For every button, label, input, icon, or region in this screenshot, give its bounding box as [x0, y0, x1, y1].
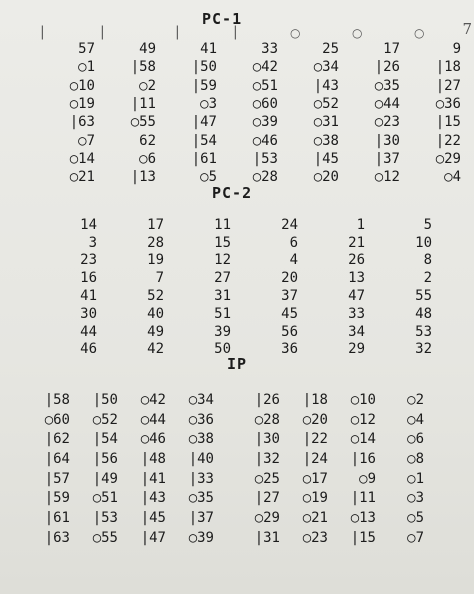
- table-cell: ○46: [252, 132, 278, 149]
- table-cell: 10: [415, 234, 432, 251]
- table-cell: 5: [423, 216, 432, 233]
- table-cell: |61: [44, 509, 70, 526]
- table-row: [22, 528, 424, 548]
- table-cell: ○60: [44, 411, 70, 428]
- table-cell: ○21: [302, 509, 328, 526]
- table-cell: ○4: [407, 411, 424, 428]
- table-cell: ○35: [188, 490, 214, 507]
- table-cell: |18: [435, 59, 461, 76]
- table-cell: |40: [188, 450, 214, 467]
- table-cell: |16: [350, 450, 376, 467]
- table-cell: 21: [348, 234, 365, 251]
- table-cell: |58: [44, 391, 70, 408]
- section-title-pc2: PC-2: [212, 184, 253, 202]
- table-cell: |47: [140, 529, 166, 546]
- table-cell: ○13: [350, 509, 376, 526]
- table-cell: ○55: [92, 529, 118, 546]
- table-row: [34, 40, 461, 58]
- table-cell: ○2: [139, 77, 156, 94]
- table-cell: 6: [289, 234, 298, 251]
- table-cell: |30: [254, 431, 280, 448]
- table-cell: ○23: [302, 529, 328, 546]
- table-row: [30, 287, 432, 305]
- table-cell: ○20: [313, 169, 339, 186]
- table-cell: |58: [130, 59, 156, 76]
- table-row: [22, 488, 424, 508]
- table-cell: ○28: [252, 169, 278, 186]
- table-cell: ○6: [139, 150, 156, 167]
- table-row: [22, 469, 424, 489]
- table-cell: 39: [214, 323, 231, 340]
- table-cell: 62: [139, 132, 156, 149]
- section-title-pc1: PC-1: [202, 10, 243, 28]
- table-cell: 4: [289, 252, 298, 269]
- pen-circle-mark: ○: [414, 26, 425, 40]
- table-cell: ○60: [252, 96, 278, 113]
- table-cell: 52: [147, 288, 164, 305]
- table-cell: ○14: [350, 431, 376, 448]
- table-cell: |63: [69, 114, 95, 131]
- table-cell: ○25: [254, 470, 280, 487]
- table-cell: 53: [415, 323, 432, 340]
- table-row: [34, 77, 461, 95]
- table-cell: ○46: [140, 431, 166, 448]
- table-row: [30, 216, 432, 234]
- table-cell: |57: [44, 470, 70, 487]
- table-cell: 16: [80, 270, 97, 287]
- table-cell: 48: [415, 305, 432, 322]
- table-cell: 42: [147, 341, 164, 358]
- table-cell: ○52: [313, 96, 339, 113]
- table-cell: 29: [348, 341, 365, 358]
- margin-note: 7: [462, 20, 472, 38]
- table-cell: ○1: [407, 470, 424, 487]
- table-cell: 31: [214, 288, 231, 305]
- table-cell: |15: [435, 114, 461, 131]
- table-cell: ○8: [407, 450, 424, 467]
- table-cell: 36: [281, 341, 298, 358]
- table-cell: ○5: [200, 169, 217, 186]
- table-cell: ○36: [435, 96, 461, 113]
- table-cell: ○10: [69, 77, 95, 94]
- table-cell: ○35: [374, 77, 400, 94]
- table-cell: 49: [147, 323, 164, 340]
- table-cell: ○3: [200, 96, 217, 113]
- table-cell: 32: [415, 341, 432, 358]
- table-cell: ○5: [407, 509, 424, 526]
- table-cell: |22: [302, 431, 328, 448]
- table-cell: ○44: [374, 96, 400, 113]
- table-cell: 17: [147, 216, 164, 233]
- table-cell: 20: [281, 270, 298, 287]
- table-cell: |30: [374, 132, 400, 149]
- table-cell: |53: [92, 509, 118, 526]
- table-cell: 3: [88, 234, 97, 251]
- ip-table: [22, 390, 424, 548]
- table-cell: |11: [130, 96, 156, 113]
- table-cell: ○52: [92, 411, 118, 428]
- table-cell: ○29: [254, 509, 280, 526]
- table-cell: 40: [147, 305, 164, 322]
- table-cell: |18: [302, 391, 328, 408]
- table-cell: |59: [44, 490, 70, 507]
- table-cell: ○34: [188, 391, 214, 408]
- table-row: [34, 95, 461, 113]
- table-cell: 15: [214, 234, 231, 251]
- table-row: [22, 390, 424, 410]
- table-cell: 34: [348, 323, 365, 340]
- table-cell: |54: [92, 431, 118, 448]
- table-cell: ○12: [374, 169, 400, 186]
- table-row: [22, 449, 424, 469]
- table-cell: ○7: [407, 529, 424, 546]
- table-cell: 50: [214, 341, 231, 358]
- table-cell: 27: [214, 270, 231, 287]
- table-cell: 30: [80, 305, 97, 322]
- table-cell: |11: [350, 490, 376, 507]
- table-cell: |37: [374, 150, 400, 167]
- table-cell: ○3: [407, 490, 424, 507]
- table-row: [34, 58, 461, 76]
- table-cell: 49: [139, 41, 156, 58]
- pen-circle-mark: ○: [290, 26, 301, 40]
- table-cell: |27: [435, 77, 461, 94]
- table-cell: ○38: [313, 132, 339, 149]
- table-cell: ○36: [188, 411, 214, 428]
- table-row: [34, 150, 461, 168]
- table-cell: ○39: [188, 529, 214, 546]
- table-cell: 17: [383, 41, 400, 58]
- table-cell: 37: [281, 288, 298, 305]
- table-cell: 47: [348, 288, 365, 305]
- pc1-table: [34, 40, 461, 186]
- table-cell: 7: [155, 270, 164, 287]
- table-cell: ○19: [302, 490, 328, 507]
- pen-circle-mark: ○: [352, 26, 363, 40]
- table-cell: 8: [423, 252, 432, 269]
- table-cell: ○21: [69, 169, 95, 186]
- table-cell: 24: [281, 216, 298, 233]
- table-row: [30, 305, 432, 323]
- table-row: [34, 131, 461, 149]
- table-cell: |37: [188, 509, 214, 526]
- table-cell: |31: [254, 529, 280, 546]
- table-cell: 57: [78, 41, 95, 58]
- table-cell: 33: [261, 41, 278, 58]
- table-cell: ○51: [92, 490, 118, 507]
- table-cell: ○31: [313, 114, 339, 131]
- table-cell: |45: [313, 150, 339, 167]
- table-cell: 12: [214, 252, 231, 269]
- table-cell: |56: [92, 450, 118, 467]
- table-cell: |50: [191, 59, 217, 76]
- table-cell: 33: [348, 305, 365, 322]
- table-cell: 14: [80, 216, 97, 233]
- table-cell: 56: [281, 323, 298, 340]
- table-cell: |63: [44, 529, 70, 546]
- table-cell: |33: [188, 470, 214, 487]
- table-row: [22, 410, 424, 430]
- table-cell: 45: [281, 305, 298, 322]
- table-row: [22, 429, 424, 449]
- table-row: [34, 113, 461, 131]
- table-cell: |13: [130, 169, 156, 186]
- pen-tick-mark: |: [100, 24, 105, 40]
- table-row: [22, 508, 424, 528]
- table-cell: ○1: [78, 59, 95, 76]
- table-cell: 41: [200, 41, 217, 58]
- table-cell: ○14: [69, 150, 95, 167]
- table-cell: 41: [80, 288, 97, 305]
- table-cell: ○2: [407, 391, 424, 408]
- table-cell: ○7: [78, 132, 95, 149]
- table-cell: ○12: [350, 411, 376, 428]
- table-cell: ○19: [69, 96, 95, 113]
- table-cell: ○55: [130, 114, 156, 131]
- table-cell: |41: [140, 470, 166, 487]
- table-cell: |26: [374, 59, 400, 76]
- table-cell: |22: [435, 132, 461, 149]
- table-cell: 19: [147, 252, 164, 269]
- table-cell: ○4: [444, 169, 461, 186]
- table-row: [30, 234, 432, 252]
- table-cell: 55: [415, 288, 432, 305]
- table-cell: |26: [254, 391, 280, 408]
- table-cell: ○42: [140, 391, 166, 408]
- table-cell: ○42: [252, 59, 278, 76]
- table-cell: 51: [214, 305, 231, 322]
- table-cell: |61: [191, 150, 217, 167]
- table-cell: 2: [423, 270, 432, 287]
- table-cell: |64: [44, 450, 70, 467]
- table-cell: ○6: [407, 431, 424, 448]
- pc2-table: [30, 216, 432, 358]
- pen-tick-mark: |: [175, 24, 180, 40]
- pen-tick-mark: |: [40, 24, 45, 40]
- table-cell: ○10: [350, 391, 376, 408]
- table-cell: |43: [313, 77, 339, 94]
- table-cell: |62: [44, 431, 70, 448]
- table-cell: 44: [80, 323, 97, 340]
- table-cell: ○38: [188, 431, 214, 448]
- table-cell: ○28: [254, 411, 280, 428]
- table-cell: |43: [140, 490, 166, 507]
- table-cell: 26: [348, 252, 365, 269]
- table-cell: 28: [147, 234, 164, 251]
- table-cell: |48: [140, 450, 166, 467]
- table-cell: |15: [350, 529, 376, 546]
- table-cell: 25: [322, 41, 339, 58]
- table-cell: |49: [92, 470, 118, 487]
- table-cell: ○20: [302, 411, 328, 428]
- table-cell: |53: [252, 150, 278, 167]
- table-cell: ○44: [140, 411, 166, 428]
- table-cell: |59: [191, 77, 217, 94]
- table-row: [30, 323, 432, 341]
- table-cell: 13: [348, 270, 365, 287]
- table-cell: 23: [80, 252, 97, 269]
- table-cell: 9: [452, 41, 461, 58]
- table-cell: ○39: [252, 114, 278, 131]
- table-cell: |24: [302, 450, 328, 467]
- table-cell: 1: [356, 216, 365, 233]
- table-cell: |47: [191, 114, 217, 131]
- table-cell: |27: [254, 490, 280, 507]
- table-cell: |32: [254, 450, 280, 467]
- table-row: [30, 252, 432, 270]
- table-cell: 46: [80, 341, 97, 358]
- table-row: [30, 269, 432, 287]
- table-cell: |45: [140, 509, 166, 526]
- table-cell: |50: [92, 391, 118, 408]
- table-cell: 11: [214, 216, 231, 233]
- pen-tick-mark: |: [233, 24, 238, 40]
- section-title-ip: IP: [227, 355, 248, 373]
- table-cell: ○51: [252, 77, 278, 94]
- table-cell: ○9: [359, 470, 376, 487]
- table-cell: ○29: [435, 150, 461, 167]
- table-cell: ○17: [302, 470, 328, 487]
- table-cell: |54: [191, 132, 217, 149]
- table-cell: ○34: [313, 59, 339, 76]
- table-cell: ○23: [374, 114, 400, 131]
